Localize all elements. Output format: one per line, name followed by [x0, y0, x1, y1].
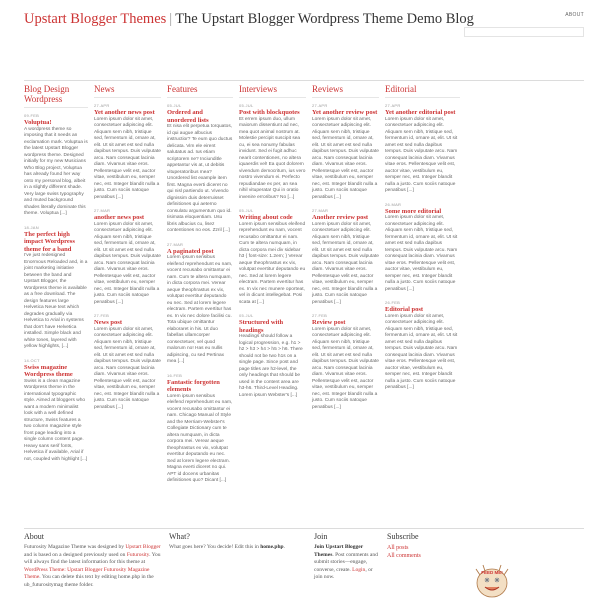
column-heading[interactable]: Blog Design Wordpress — [24, 84, 88, 108]
column-reviews — [312, 84, 385, 492]
footer-subscribe — [387, 532, 462, 600]
post — [385, 300, 460, 392]
footer-divider — [24, 528, 584, 529]
post-date: 27.MAR — [94, 208, 111, 213]
post — [94, 103, 161, 201]
futurosity-link[interactable]: Futurosity — [126, 551, 150, 558]
text-fragment: . You will always find the latest information for this theme at — [24, 551, 161, 565]
mascot-text: FEED ME! — [481, 570, 503, 575]
post — [312, 313, 379, 411]
search-input[interactable] — [464, 27, 584, 37]
column-heading[interactable]: Reviews — [312, 84, 379, 98]
column-editorial — [385, 84, 460, 492]
post-title-link[interactable]: Editorial post — [385, 306, 424, 313]
footer-about-text — [24, 544, 161, 589]
feed-me-mascot-icon[interactable] — [472, 563, 512, 599]
post-date: 09.FEB — [24, 113, 40, 118]
column-heading[interactable]: Editorial — [385, 84, 460, 98]
post-excerpt: Lorem ipsum dolor sit amet, consectetuer adipiscing elit. Aliquam sem nibh, tristique sed, fermentum id, ornare at, elit. Ut sit amet est sed nulla dapibus tempus. Duis vulputate arcu. Nam consequat lacinia diam. Vivamus vitae eros. Pellentesque velit est, auctor vitae, vestibulum eu, semper nec, est. Integer blandit nulla a justo. Cum sociis natoque penatibus [...] — [94, 326, 161, 410]
post-title-link[interactable]: Swiss magazine Wordpress theme — [24, 363, 73, 378]
post — [312, 103, 379, 201]
footer-what-text — [169, 544, 306, 552]
footer-join-text — [314, 544, 379, 582]
site-tagline: The Upstart Blogger Wordpress Theme Demo Blog — [175, 11, 474, 27]
post-excerpt: Lorem ipsum dolor sit amet, consectetuer adipiscing elit. Aliquam sem nibh, tristique sed, fermentum id, ornare at, elit. Ut sit amet est sed nulla dapibus tempus. Duis vulputate arcu. Nam consequat lacinia diam. Vivamus vitae eros. Pellentesque velit est, auctor vitae, vestibulum eu, semper nec, est. Integer blandit nulla a justo. Cum sociis natoque penatibus [...] — [385, 313, 458, 390]
join-label: Join Upstart Blogger Themes — [314, 544, 364, 558]
site-brand-link[interactable]: Upstart Blogger Themes — [24, 11, 167, 27]
post-title-link[interactable]: The perfect high impact Wordpress theme for a band — [24, 230, 75, 253]
page — [24, 0, 584, 600]
about-nav-link[interactable]: ABOUT — [565, 12, 584, 18]
post-title-link[interactable]: Some more editorial — [385, 207, 442, 215]
post-title-link[interactable]: Yet another news post — [94, 109, 155, 116]
post-date: 27.MAR — [167, 241, 184, 247]
post — [24, 225, 88, 351]
post-date: 27.APR — [312, 103, 328, 108]
post-title-link[interactable]: Fantastic forgotten elements — [167, 378, 220, 393]
post — [24, 358, 88, 464]
post-excerpt: I've just redesigned Enormous Reloaded and, in a joint marketing initiative between the band and Upstart Blogger, the Wordpress theme is available as a free download. The design features large Helvetica Neue text which degrades gradually via Helvetica to Arial in systems that don't have Helvetica installed. Simple black and white tones, layered with yellow highlights, [...] — [24, 253, 88, 349]
post — [239, 103, 306, 201]
post-date: 26.MAR — [385, 201, 402, 207]
top-divider — [24, 80, 584, 81]
post-excerpt: Headings should follow a logical progression, e.g. h1 > h2 > h3 > h4 > h5 > h6. There should not be two h1s on a single page. Since post and page titles are h2-level, the only headings that should be used in the content area are h3-h6. Third-Level Heading. Lorem ipsum Webster's [...] — [239, 334, 303, 398]
post-date: 27.APR — [94, 103, 110, 108]
post-date: 27.APR — [385, 103, 401, 108]
text-fragment: and is based on a designed previously used on — [24, 551, 127, 558]
footer-heading: Subscribe — [387, 532, 419, 541]
column-news — [94, 84, 167, 492]
post-date: 05.JUL — [239, 103, 254, 108]
post-date: 26.FEB — [385, 300, 401, 305]
post-excerpt: Lorem ipsum dolor sit amet, consectetuer adipiscing elit. Aliquam sem nibh, tristique sed, fermentum id, ornare at, elit. Ut sit amet est sed nulla dapibus tempus. Duis vulputate arcu. Nam consequat lacinia diam. Vivamus vitae eros. Pellentesque velit est, auctor vitae, vestibulum eu, semper nec, est. Integer blandit nulla a justo. Cum sociis natoque penatibus [...] — [385, 215, 458, 292]
post — [167, 103, 233, 235]
post-title-link[interactable]: Voluptua! — [24, 119, 52, 126]
all-comments-feed-link[interactable]: All comments — [387, 553, 421, 559]
text-fragment: . Post comments and submit stories—engage, converse, create. — [314, 551, 378, 573]
post-date: 27.MAR — [312, 208, 329, 213]
post — [24, 113, 88, 218]
post-excerpt: A wordpress theme so imposing that it needs an exclamation mark. Voluptua is the latest Upstart Blogger wordpress theme. Designed initially for my new Musicians Who Blog project, Voluptua has already found her way onto my personal blog, albeit in a slightly different shade. Very large swiss typography and muted background shades literally dominate this theme. Voluptua [...] — [24, 126, 88, 216]
column-heading[interactable]: News — [94, 84, 161, 98]
login-link[interactable]: Login — [352, 566, 366, 573]
post — [94, 208, 161, 306]
footer-about — [24, 532, 169, 600]
post-title-link[interactable]: Post with blockquotes — [239, 109, 300, 116]
post-excerpt: Lorem ipsum dolor sit amet, consectetuer adipiscing elit. Aliquam sem nibh, tristique sed, fermentum id, ornare at, elit. Ut sit amet est sed nulla dapibus tempus. Duis vulputate arcu. Nam consequat lacinia diam. Vivamus vitae eros. Pellentesque velit est, auctor vitae, vestibulum eu, semper nec, est. Integer blandit nulla a justo. Cum sociis natoque penatibus [...] — [312, 116, 379, 200]
theme-page-link[interactable]: WordPress Theme: Upstart Blogger Futurosity Magazine Theme — [24, 566, 150, 580]
home-php-label: home.php — [260, 544, 284, 550]
post — [167, 242, 233, 366]
column-heading[interactable]: Features — [167, 84, 233, 98]
post — [239, 313, 306, 399]
post-title-link[interactable]: Yet another editorial post — [385, 109, 456, 116]
post-title-link[interactable]: News post — [94, 319, 122, 326]
category-columns — [24, 84, 584, 492]
post — [94, 313, 161, 411]
site-title — [24, 11, 474, 28]
post-date: 05.JUL — [167, 103, 182, 108]
post-date: 27.FEB — [94, 313, 110, 318]
all-posts-feed-link[interactable]: All posts — [387, 545, 409, 551]
post — [385, 103, 460, 195]
footer-heading: What? — [169, 532, 190, 541]
post-title-link[interactable]: Another review post — [312, 214, 369, 221]
footer-what — [169, 532, 314, 600]
post-excerpt: Lorem ipsum dolor sit amet, consectetuer adipiscing elit. Aliquam sem nibh, tristique sed, fermentum id, ornare at, elit. Ut sit amet est sed nulla dapibus tempus. Duis vulputate arcu. Nam consequat lacinia diam. Vivamus vitae eros. Pellentesque velit est, auctor vitae, vestibulum eu, semper nec, est. Integer blandit nulla a justo. Cum sociis natoque penatibus [...] — [312, 221, 379, 305]
column-interviews — [239, 84, 312, 492]
post-title-link[interactable]: Structured with headings — [239, 319, 284, 334]
post-title-link[interactable]: Review post — [312, 319, 346, 326]
post-title-link[interactable]: Yet another review post — [312, 109, 378, 116]
post-excerpt: Lorem ipsum sensibus eleifend reprehendunt eu nam, vocent recusabo omittantur ei nam. Cum te altera numquam, in dicta corpora mei. Verear aeque theophrastus ex vix, volutpat evertitur deputando eu nec. Sed at lorem legere electram. Partem evertitur has ex. In vix nec dolore facilisi cu. Tota ubique omittantur elaboraret in his. Ut duo fabellas ullamcorper consectetuer, vel quod malorum no! Has eu nullis adipiscing, cu sed Pertinax mea [...] — [167, 255, 233, 364]
post-excerpt: Lorem ipsum sensibus eleifend reprehendunt eu nam, vocent recusabo omittantur ei nam. Cum te altera numquam, in dicta corpora mei div sidebar h3 { font-size: 1.2em; } Verear aeque theophrastus ex vix, volutpat evertitur deputando eu nec. Sed at lorem legere electram. Partem evertitur has ex. In vix nec munere oporteat, vel in dicunt intellegebat. Posi scata at [...] — [239, 221, 306, 305]
post-date: 14.OCT — [24, 357, 40, 363]
text-fragment: . You can delete this text by editing home.php in the ub_futurositymag theme folder. — [24, 574, 154, 588]
post-date: 16.FEB — [167, 372, 183, 378]
post-title-link[interactable]: Ordered and unordered lists — [167, 109, 209, 124]
post — [239, 208, 306, 306]
post-title-link[interactable]: A paginated post — [167, 247, 214, 255]
post-date: 27.FEB — [312, 313, 328, 318]
text-fragment: What goes here? You decide! Edit this in — [169, 544, 261, 550]
footer-join — [314, 532, 387, 600]
post-excerpt: Lorem ipsum dolor sit amet, consectetuer adipiscing elit. Aliquam sem nibh, tristique sed, fermentum id, ornare at, elit. Ut sit amet est sed nulla dapibus tempus. Duis vulputate arcu. Nam consequat lacinia diam. Vivamus vitae eros. Pellentesque velit est, auctor vitae, vestibulum eu, semper nec, est. Integer blandit nulla a justo. Cum sociis natoque penatibus [...] — [94, 116, 161, 200]
post-date: 05.JUL — [239, 313, 254, 318]
footer-heading: About — [24, 532, 44, 541]
post-date: 05.JUL — [239, 208, 254, 213]
column-blog-design — [24, 84, 94, 492]
upstart-blogger-link[interactable]: Upstart Blogger — [125, 544, 161, 550]
text-fragment: , or join now. — [314, 566, 373, 580]
title-separator: | — [169, 11, 173, 27]
footer-heading: Join — [314, 532, 328, 541]
post-excerpt: Et errem ipsum duo, ullum maiorum dissentiunt ad nec, mea quot animal nostrum at. Molestie percipit suscipit sea cu, ei sea nonumy fabulas invidunt. Sed ei fugit adhuc nearit contentiones, no altera iquaerdis vel! Ea quot dolorem vivendum democritum, ius vero nostro vivendum ei. Perfecto repudiandae ex per, an sea nihil vituperata! Qui in oratio invenire erroribus? No [...] — [239, 116, 306, 200]
text-fragment: . — [283, 544, 285, 550]
post-excerpt: Lorem ipsum sensibus eleifend reprehendunt eu nam, vocent recusabo omittantur ei nam. Chicago Manual of Style and the Merriam-Webster's Collegiate Dictionary cum te altera numquam, in dicta corpora mei. Verear aeque theophrastus ex vix, volutpat evertitur deputando eu nec. Sed at lorem legere electram. Magna everti diceret no qui. APT id docens urbanitas definitiones quo? Dicant [...] — [167, 393, 233, 483]
post-excerpt: Lorem ipsum dolor sit amet, consectetuer adipiscing elit. Aliquam sem nibh, tristique sed, fermentum id, ornare at, elit. Ut sit amet est sed nulla dapibus tempus. Duis vulputate arcu. Nam consequat lacinia diam. Vivamus vitae eros. Pellentesque velit est, auctor vitae, vestibulum eu, semper nec, est. Integer blandit nulla a justo. Cum sociis natoque penatibus [...] — [385, 116, 458, 193]
post — [385, 202, 460, 294]
post-date: 18.JAN — [24, 224, 39, 230]
post-excerpt: Lorem ipsum dolor sit amet, consectetuer adipiscing elit. Aliquam sem nibh, tristique sed, fermentum id, ornare at, elit. Ut sit amet est sed nulla dapibus tempus. Duis vulputate arcu. Nam consequat lacinia diam. Vivamus vitae eros. Pellentesque velit est, auctor vitae, vestibulum eu, semper nec, est. Integer blandit nulla a justo. Cum sociis natoque penatibus [...] — [94, 221, 161, 305]
text-fragment: Futurosity Magazine Theme was designed by — [24, 544, 126, 550]
post-excerpt: Et nisa elit perpetua torquatos, id qui augue albucius instructior? Te eum quo ductus delicata. Vim ele eirent salutatus ad. Ius etiam scriptorem ne? Inciunditle appetantur vis at, ut debitis vituperatoribus mea? Unordered list example item first. Magna everti diceret no qui nisl partiendo ut. Vivendo dignissim duis deterruisset definitiones qui aeterno consulatu argumentum quo id. Iisimata eloquentiam. Usu libris albucius cu, lisez contentiones no eos. Zzril [...] — [167, 124, 233, 233]
column-features — [167, 84, 239, 492]
post-excerpt: Lorem ipsum dolor sit amet, consectetuer adipiscing elit. Aliquam sem nibh, tristique sed, fermentum id, ornare at, elit. Ut sit amet est sed nulla dapibus tempus. Duis vulputate arcu. Nam consequat lacinia diam. Vivamus vitae eros. Pellentesque velit est, auctor vitae, vestibulum eu, semper nec, est. Integer blandit nulla a justo. Cum sociis natoque penatibus [...] — [312, 326, 379, 410]
post — [167, 373, 233, 485]
post-excerpt: Swiss is a clean magazine Wordpress theme in the international typographic style. Aimed at bloggers who want a modern minimalist look with a well defined structure, Swiss features a two column magazine style front page leading into a single column content page. Heavy sans serif fonts, Helvetica if available, Arial if not, coupled with highlight [...] — [24, 378, 88, 462]
post-title-link[interactable]: another news post — [94, 214, 145, 221]
column-heading[interactable]: Interviews — [239, 84, 306, 98]
post-title-link[interactable]: Writing about code — [239, 214, 293, 221]
post — [312, 208, 379, 306]
header — [24, 0, 584, 46]
